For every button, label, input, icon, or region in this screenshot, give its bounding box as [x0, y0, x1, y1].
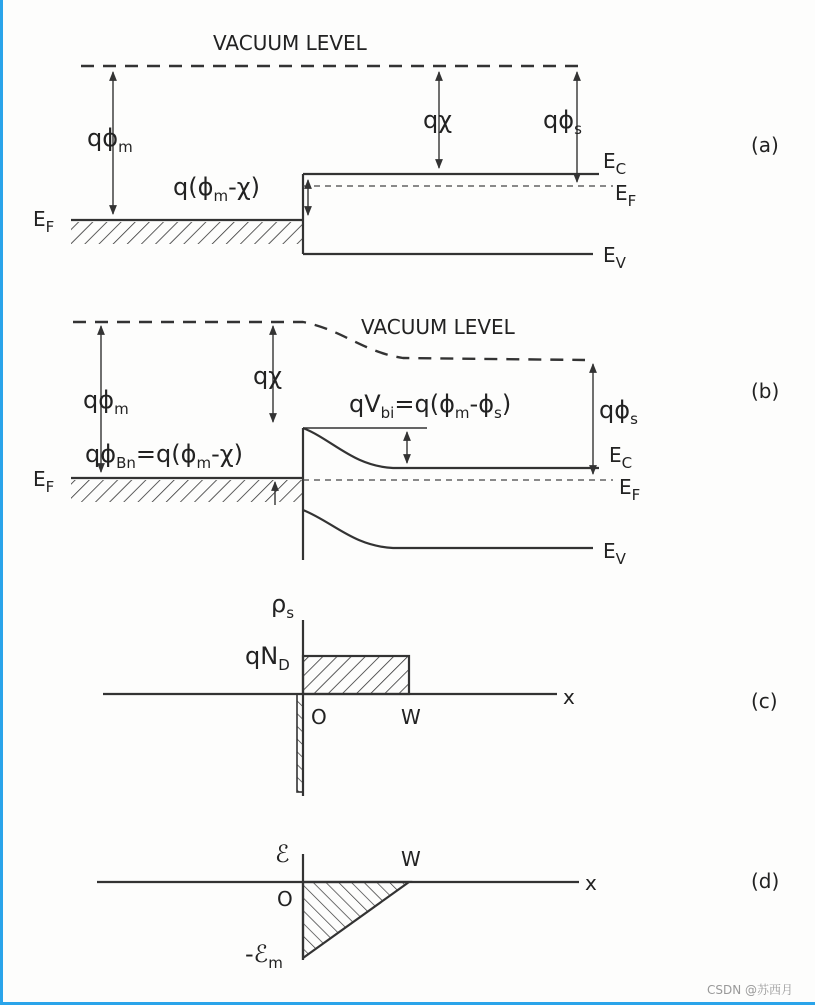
vacuum-level-label-b: VACUUM LEVEL	[361, 315, 515, 339]
w-label-c: W	[401, 705, 421, 729]
panel-b	[33, 315, 779, 568]
origin-label-c: O	[311, 705, 327, 729]
negative-surface-charge	[297, 694, 303, 792]
qchi-label-a: qχ	[423, 106, 453, 134]
vacuum-level-label-a: VACUUM LEVEL	[213, 31, 367, 55]
metal-hatch-a	[71, 222, 303, 244]
metal-hatch-b	[71, 480, 303, 502]
barrier-label-a: $q(\phi_m-\chi)$	[173, 173, 260, 205]
watermark: CSDN @苏西月	[707, 983, 794, 997]
band-diagram	[3, 0, 815, 1002]
ev-label-b: $E_V$	[603, 539, 626, 568]
x-label-d: x	[585, 871, 597, 895]
ec-label-b: $E_C$	[609, 443, 633, 472]
electric-field-triangle	[303, 882, 409, 958]
qphis-label-a: $q\phi_s$	[543, 106, 582, 138]
panel-tag-d: (d)	[751, 869, 780, 893]
qphibn-label-b: $q\phi_{Bn}=q(\phi_m-\chi)$	[85, 440, 243, 472]
panel-tag-c: (c)	[751, 689, 778, 713]
valence-band-b	[303, 510, 593, 548]
ef-left-label-b: $E_F$	[33, 467, 55, 496]
rho-label: $\rho_s$	[271, 590, 295, 622]
qvbi-label-b: $qV_{bi}=q(\phi_m-\phi_s)$	[349, 390, 512, 422]
x-label-c: x	[563, 685, 575, 709]
conduction-band-b	[303, 428, 599, 468]
w-label-d: W	[401, 847, 421, 871]
ef-right-label-a: $E_F$	[615, 181, 637, 210]
panel-d	[97, 840, 779, 972]
field-label: ℰ	[275, 840, 290, 868]
panel-a	[33, 31, 779, 272]
em-label: -ℰ$_m$	[245, 940, 283, 972]
ec-label-a: $E_C$	[603, 149, 627, 178]
ev-label-a: $E_V$	[603, 243, 626, 272]
panel-tag-b: (b)	[751, 379, 780, 403]
panel-tag-a: (a)	[751, 133, 779, 157]
ef-left-label-a: $E_F$	[33, 207, 55, 236]
qphim-label-b: $q\phi_m$	[83, 386, 129, 418]
positive-charge-block	[303, 656, 409, 694]
qphim-label-a: $q\phi_m$	[87, 124, 133, 156]
qnd-label: $qN_D$	[245, 642, 290, 674]
ef-right-label-b: $E_F$	[619, 475, 641, 504]
qchi-label-b: qχ	[253, 362, 283, 390]
panel-c	[103, 590, 778, 796]
qphis-label-b: $q\phi_s$	[599, 396, 638, 428]
origin-label-d: O	[277, 887, 293, 911]
